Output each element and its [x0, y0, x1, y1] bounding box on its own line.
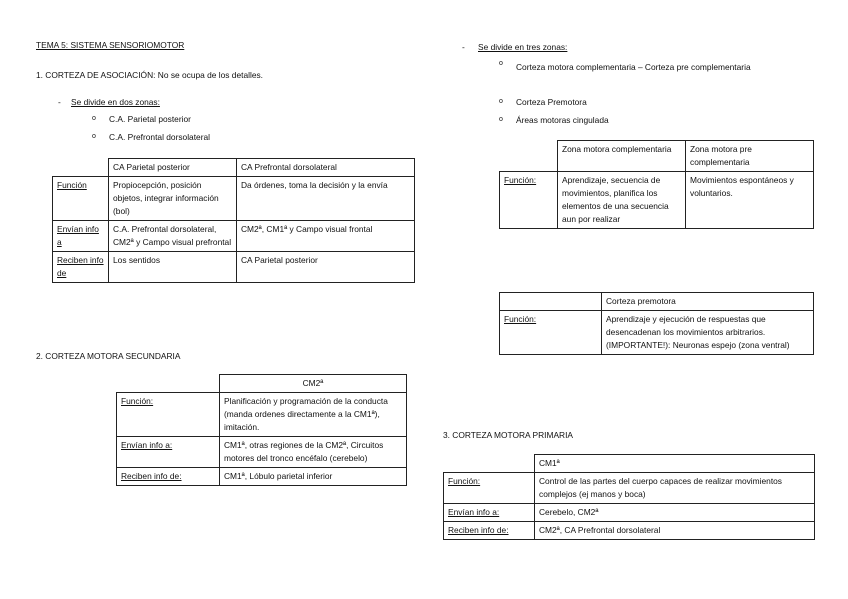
r-table-1-header-2: Zona motora pre complementaria [686, 141, 814, 172]
s1-cell: Los sentidos [109, 252, 237, 283]
r-zone-3: Áreas motoras cingulada [516, 115, 609, 125]
s3-row-label: Envían info a: [444, 504, 535, 522]
section-3-title: 3. CORTEZA MOTORA PRIMARIA [443, 430, 573, 440]
divide-dash: - [58, 97, 61, 107]
s1-cell: Da órdenes, toma la decisión y la envía [237, 177, 415, 221]
s2-cell: CM1ª, otras regiones de la CM2ª, Circuitos motores del tronco encéfalo (cerebelo) [220, 437, 407, 468]
bullet-circle-icon: o [92, 133, 96, 140]
bullet-circle-icon: o [92, 115, 96, 122]
s3-cell: CM2ª, CA Prefrontal dorsolateral [535, 522, 815, 540]
r-table-1-row-label: Función: [500, 172, 558, 229]
r-table-1-empty [500, 141, 558, 172]
section-2-title: 2. CORTEZA MOTORA SECUNDARIA [36, 351, 181, 361]
divide-dash: - [462, 42, 465, 52]
r-table-1-cell: Aprendizaje, secuencia de movimientos, planifica los elementos de una secuencia aun por realizar [558, 172, 686, 229]
s3-row-label: Función: [444, 473, 535, 504]
s1-divide-text: Se divide en dos zonas: [71, 97, 160, 107]
s1-header-1: CA Parietal posterior [109, 159, 237, 177]
r-table-1-cell: Movimientos espontáneos y voluntarios. [686, 172, 814, 229]
page-title: TEMA 5: SISTEMA SENSORIOMOTOR [36, 40, 185, 50]
section-1-title-prefix: 1. CORTEZA DE ASOCIACIÓN: [36, 70, 156, 80]
r-zone-2: Corteza Premotora [516, 97, 587, 107]
s1-cell: Propiocepción, posición objetos, integrar información (bol) [109, 177, 237, 221]
s1-row-label: Función [53, 177, 109, 221]
s3-cell: Control de las partes del cuerpo capaces de realizar movimientos complejos (ej manos y boca) [535, 473, 815, 504]
r-table-2-empty [500, 293, 602, 311]
s2-table [116, 374, 407, 486]
s2-header: CM2ª [220, 375, 407, 393]
s3-table-empty [444, 455, 535, 473]
s1-zone-1: C.A. Parietal posterior [109, 114, 191, 124]
s2-cell: Planificación y programación de la conducta (manda ordenes directamente a la CM1ª), imitación. [220, 393, 407, 437]
s1-zone-2: C.A. Prefrontal dorsolateral [109, 132, 211, 142]
r-table-1-header-1: Zona motora complementaria [558, 141, 686, 172]
s1-table [52, 158, 415, 283]
bullet-circle-icon: o [499, 98, 503, 105]
s2-table-empty [117, 375, 220, 393]
r-table-2-row-label: Función: [500, 311, 602, 355]
r-table-2 [499, 292, 814, 355]
r-table-1 [499, 140, 814, 229]
s3-cell: Cerebelo, CM2ª [535, 504, 815, 522]
s2-cell: CM1ª, Lóbulo parietal inferior [220, 468, 407, 486]
r-table-2-header: Corteza premotora [602, 293, 814, 311]
s2-row-label: Reciben info de: [117, 468, 220, 486]
r-table-2-value-1: Aprendizaje y ejecución de respuestas que desencadenan los movimientos arbitrarios. [606, 314, 766, 337]
r-divide-text: Se divide en tres zonas: [478, 42, 568, 52]
s1-header-2: CA Prefrontal dorsolateral [237, 159, 415, 177]
bullet-circle-icon: o [499, 116, 503, 123]
section-1-title-rest: No se ocupa de los detalles. [155, 70, 263, 80]
s3-row-label: Reciben info de: [444, 522, 535, 540]
s2-row-label: Función: [117, 393, 220, 437]
s3-header: CM1ª [535, 455, 815, 473]
r-table-2-value-2: (IMPORTANTE!): Neuronas espejo (zona ventral) [606, 340, 790, 350]
s1-row-label: Envían info a [53, 221, 109, 252]
s1-cell: CM2ª, CM1ª y Campo visual frontal [237, 221, 415, 252]
s1-cell: C.A. Prefrontal dorsolateral, CM2ª y Campo visual prefrontal [109, 221, 237, 252]
section-1-title [36, 70, 263, 80]
s3-table [443, 454, 815, 540]
r-table-2-cell [602, 311, 814, 355]
s1-row-label: Reciben info de [53, 252, 109, 283]
s1-table-empty [53, 159, 109, 177]
s1-cell: CA Parietal posterior [237, 252, 415, 283]
s2-row-label: Envían info a: [117, 437, 220, 468]
r-zone-1: Corteza motora complementaria – Corteza pre complementaria [516, 62, 751, 72]
bullet-circle-icon: o [499, 60, 503, 67]
